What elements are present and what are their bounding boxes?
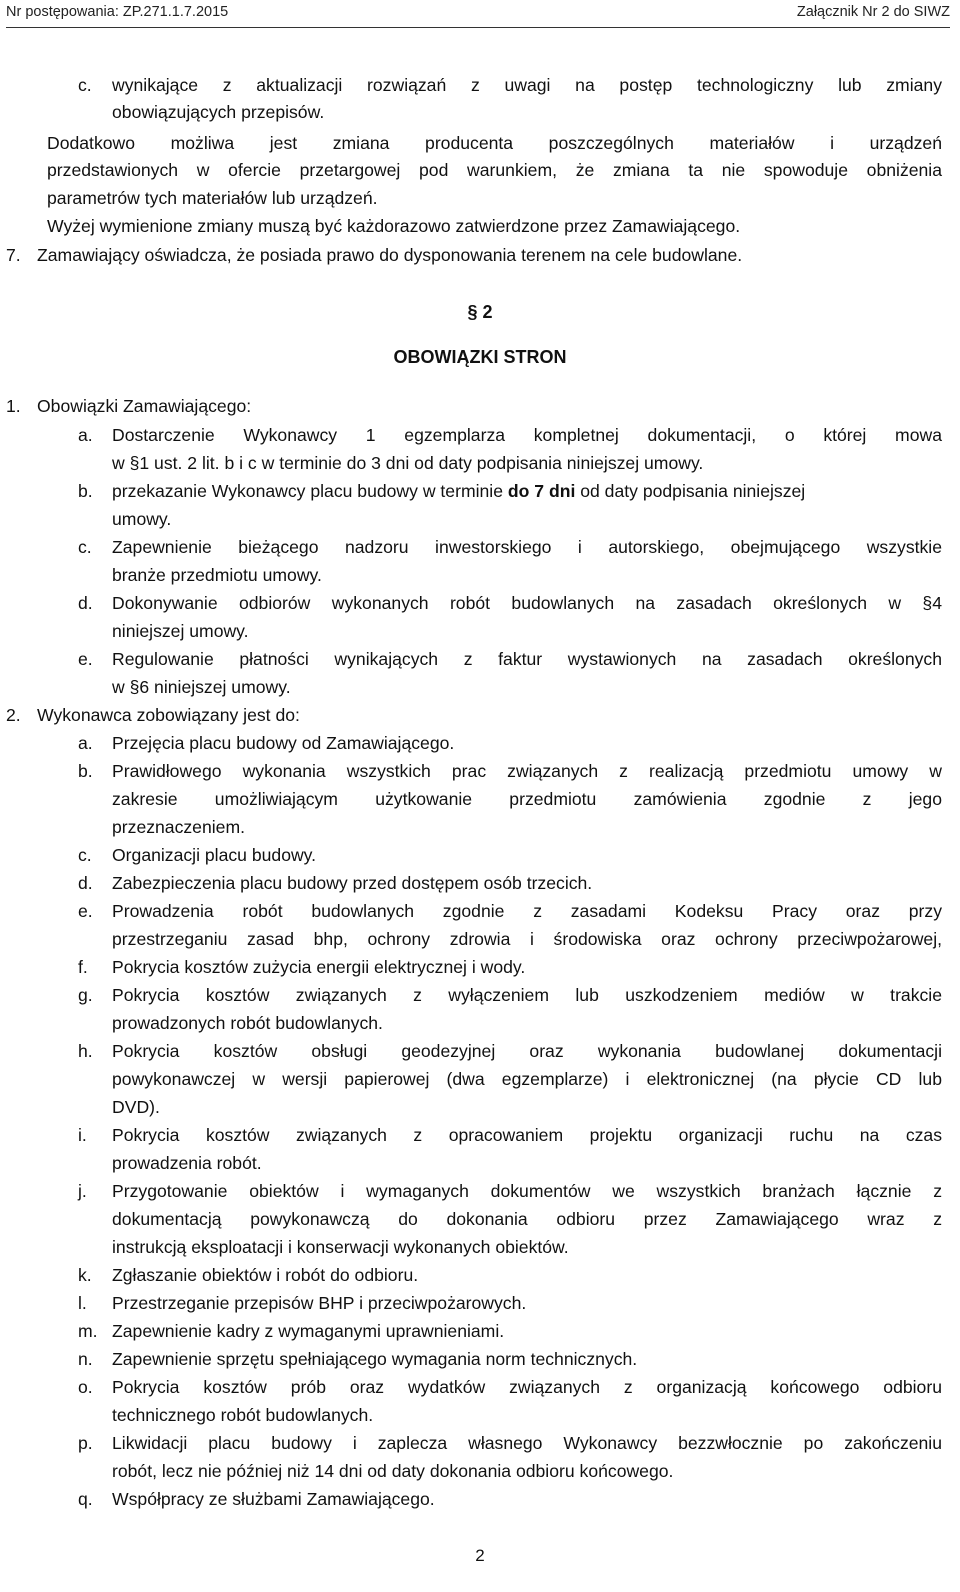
list-item-line: prowadzenia robót. [112, 1153, 262, 1173]
list-marker: i. [78, 1125, 87, 1145]
list-marker: 7. [6, 245, 21, 265]
section-title: OBOWIĄZKI STRON [393, 347, 567, 367]
page-number: 2 [475, 1546, 485, 1565]
list-marker: o. [78, 1377, 93, 1397]
header-attachment-label: Załącznik Nr 2 do SIWZ [796, 4, 950, 20]
list-item-line: DVD). [112, 1097, 160, 1117]
list-marker: d. [78, 873, 93, 893]
list-marker: g. [78, 985, 93, 1005]
list-item-line: instrukcją eksploatacji i konserwacji wykonanych obiektów. [112, 1237, 569, 1257]
list-marker: b. [78, 481, 93, 501]
list-marker: c. [78, 845, 92, 865]
list-marker: m. [78, 1321, 98, 1341]
list-marker: 1. [6, 396, 21, 416]
list-item-line: w §1 ust. 2 lit. b i c w terminie do 3 dni od daty podpisania niniejszej umowy. [112, 453, 704, 473]
list-item-line: Dokonywanie odbiorów wykonanych robót budowlanych na zasadach określonych w §4 [112, 593, 942, 613]
list-item-line: Likwidacji placu budowy i zaplecza własnego Wykonawcy bezzwłocznie po zakończeniu [112, 1433, 942, 1453]
list-marker: f. [78, 957, 88, 977]
list-marker: e. [78, 649, 93, 669]
list-marker: k. [78, 1265, 92, 1285]
list-item-line: Zgłaszanie obiektów i robót do odbioru. [112, 1265, 419, 1285]
list-item-line: Współpracy ze służbami Zamawiającego. [112, 1489, 435, 1509]
list-item-line [112, 479, 942, 503]
list-item-line: Przestrzeganie przepisów BHP i przeciwpożarowych. [112, 1293, 527, 1313]
list-item-line: Pokrycia kosztów związanych z opracowaniem projektu organizacji ruchu na czas [112, 1125, 942, 1145]
list-item-line: Pokrycia kosztów związanych z wyłączeniem lub uszkodzeniem mediów w trakcie [112, 985, 942, 1005]
list-item-line: Przejęcia placu budowy od Zamawiającego. [112, 733, 455, 753]
list-item-line: umowy. [112, 509, 172, 529]
list-item-line: technicznego robót budowlanych. [112, 1405, 374, 1425]
paragraph-line: wynikające z aktualizacji rozwiązań z uwagi na postęp technologiczny lub zmiany [112, 75, 942, 95]
list-item-line: prowadzonych robót budowlanych. [112, 1013, 383, 1033]
list-marker: q. [78, 1489, 93, 1509]
paragraph-line: Wyżej wymienione zmiany muszą być każdorazowo zatwierdzone przez Zamawiającego. [47, 216, 741, 236]
list-item-line: Pokrycia kosztów zużycia energii elektrycznej i wody. [112, 957, 526, 977]
paragraph-line: Dodatkowo możliwa jest zmiana producenta poszczególnych materiałów i urządzeń [47, 133, 942, 153]
list-item-line: zakresie umożliwiającym użytkowanie przedmiotu zamówienia zgodnie z jego [112, 789, 942, 809]
header-divider [6, 27, 950, 28]
list-item-line: przestrzeganiu zasad bhp, ochrony zdrowia i środowiska oraz ochrony przeciwpożarowej, [112, 929, 942, 949]
list-marker: e. [78, 901, 93, 921]
bold-deadline: do 7 dni [507, 481, 576, 501]
list-marker: j. [78, 1181, 87, 1201]
list-marker: a. [78, 425, 93, 445]
list-item-line: przeznaczeniem. [112, 817, 245, 837]
paragraph-line: obowiązujących przepisów. [112, 102, 325, 122]
list-marker: c. [78, 75, 92, 95]
text-run: przekazanie Wykonawcy placu budowy w terminie [112, 481, 508, 501]
list-marker: h. [78, 1041, 93, 1061]
list-item-line: Przygotowanie obiektów i wymaganych dokumentów we wszystkich branżach łącznie z [112, 1181, 942, 1201]
list-item-line: branże przedmiotu umowy. [112, 565, 322, 585]
list-item-line: Zapewnienie sprzętu spełniającego wymagania norm technicznych. [112, 1349, 638, 1369]
paragraph-line: przedstawionych w ofercie przetargowej pod warunkiem, że zmiana ta nie spowoduje obniżenia [47, 160, 942, 180]
paragraph-line: parametrów tych materiałów lub urządzeń. [47, 188, 378, 208]
text-run: od daty podpisania niniejszej [575, 481, 806, 501]
list-heading: Obowiązki Zamawiającego: [37, 396, 252, 416]
list-item-line: Organizacji placu budowy. [112, 845, 317, 865]
paragraph-line: Zamawiający oświadcza, że posiada prawo do dysponowania terenem na cele budowlane. [37, 245, 743, 265]
list-marker: l. [78, 1293, 87, 1313]
list-marker: c. [78, 537, 92, 557]
list-item-line: Zapewnienie bieżącego nadzoru inwestorskiego i autorskiego, obejmującego wszystkie [112, 537, 942, 557]
list-marker: n. [78, 1349, 93, 1369]
list-heading: Wykonawca zobowiązany jest do: [37, 705, 300, 725]
list-item-line: Pokrycia kosztów obsługi geodezyjnej oraz wykonania budowlanej dokumentacji [112, 1041, 942, 1061]
list-item-line: Zapewnienie kadry z wymaganymi uprawnieniami. [112, 1321, 505, 1341]
list-item-line: w §6 niniejszej umowy. [112, 677, 291, 697]
list-item-line: niniejszej umowy. [112, 621, 249, 641]
header-case-number: Nr postępowania: ZP.271.1.7.2015 [6, 4, 229, 20]
list-item-line: powykonawczej w wersji papierowej (dwa egzemplarze) i elektronicznej (na płycie CD lub [112, 1069, 942, 1089]
list-marker: 2. [6, 705, 21, 725]
list-item-line: Dostarczenie Wykonawcy 1 egzemplarza kompletnej dokumentacji, o której mowa [112, 425, 942, 445]
list-item-line: Prawidłowego wykonania wszystkich prac związanych z realizacją przedmiotu umowy w [112, 761, 942, 781]
list-item-line: Prowadzenia robót budowlanych zgodnie z zasadami Kodeksu Pracy oraz przy [112, 901, 942, 921]
list-marker: b. [78, 761, 93, 781]
list-item-line: Regulowanie płatności wynikających z faktur wystawionych na zasadach określonych [112, 649, 942, 669]
list-marker: p. [78, 1433, 93, 1453]
list-marker: a. [78, 733, 93, 753]
list-item-line: Pokrycia kosztów prób oraz wydatków związanych z organizacją końcowego odbioru [112, 1377, 942, 1397]
list-marker: d. [78, 593, 93, 613]
list-item-line: Zabezpieczenia placu budowy przed dostępem osób trzecich. [112, 873, 593, 893]
list-item-line: robót, lecz nie później niż 14 dni od daty dokonania odbioru końcowego. [112, 1461, 674, 1481]
list-item-line: dokumentacją powykonawczą do dokonania odbioru przez Zamawiającego wraz z [112, 1209, 942, 1229]
section-number: § 2 [467, 302, 493, 322]
